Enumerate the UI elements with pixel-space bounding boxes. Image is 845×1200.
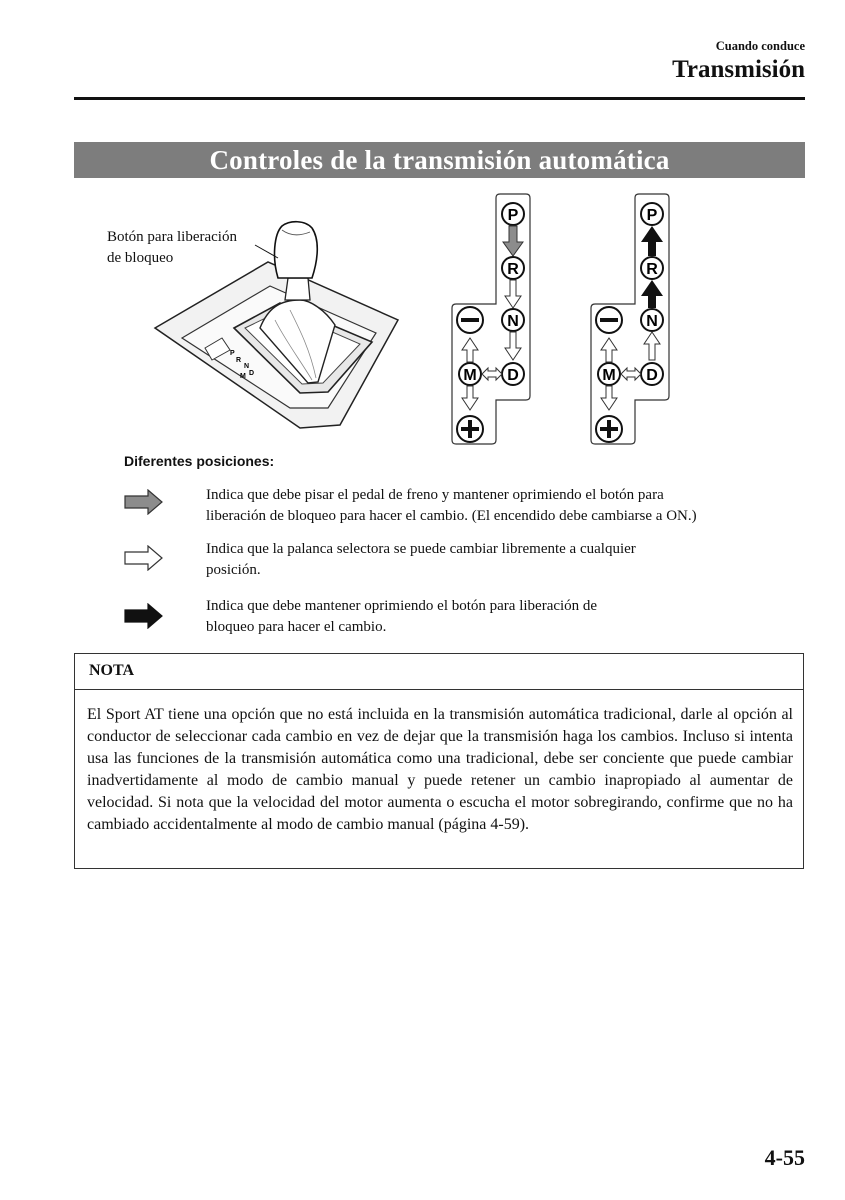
lever-stem bbox=[285, 278, 310, 300]
note-heading: NOTA bbox=[89, 662, 135, 679]
gear-n-letter: N bbox=[646, 313, 658, 330]
gear-n-letter: N bbox=[507, 313, 519, 330]
gear-p-letter: P bbox=[646, 207, 658, 224]
white-arrow-icon bbox=[124, 545, 164, 571]
banner-title: Controles de la transmisión automática bbox=[209, 144, 670, 175]
lever-knob bbox=[275, 222, 318, 278]
console-letter-n: N bbox=[244, 363, 250, 370]
gear-d-letter: D bbox=[507, 367, 519, 384]
section-label: Cuando conduce bbox=[715, 39, 805, 53]
console-letter-r: R bbox=[236, 357, 242, 364]
shift-gate-diagram-1 bbox=[448, 192, 548, 447]
legend-item-black-line1: Indica que debe mantener oprimiendo el botón para liberación de bbox=[206, 598, 598, 614]
legend-item-gray-line2: liberación de bloqueo para hacer el cambio. (El encendido debe cambiarse a ON.) bbox=[206, 508, 697, 524]
legend-item-white-line1: Indica que la palanca selectora se puede cambiar libremente a cualquier bbox=[206, 541, 636, 557]
console-letter-m: M bbox=[240, 373, 246, 380]
legend-item-white bbox=[206, 539, 786, 581]
gray-arrow-icon bbox=[124, 489, 164, 515]
legend-item-gray-line1: Indica que debe pisar el pedal de freno y mantener oprimiendo el botón para bbox=[206, 487, 664, 503]
note-header bbox=[75, 654, 803, 690]
section-banner bbox=[74, 142, 805, 178]
black-arrow-icon bbox=[124, 603, 164, 629]
shift-lever-illustration bbox=[150, 200, 410, 440]
page-number: 4-55 bbox=[764, 1145, 805, 1170]
gear-m-letter: M bbox=[602, 367, 616, 384]
legend-item-gray bbox=[206, 485, 786, 527]
legend-item-black-line2: bloqueo para hacer el cambio. bbox=[206, 619, 387, 635]
release-button-label-line2: de bloqueo bbox=[107, 250, 174, 266]
legend-item-black bbox=[206, 596, 786, 638]
console-letter-p: P bbox=[230, 350, 235, 357]
note-box bbox=[74, 653, 804, 869]
console-letter-d: D bbox=[249, 370, 255, 377]
gear-r-letter: R bbox=[646, 261, 658, 278]
shift-gate-diagram-2 bbox=[587, 192, 687, 447]
gear-p-letter: P bbox=[507, 207, 519, 224]
legend-item-white-line2: posición. bbox=[206, 562, 261, 578]
page-title: Transmisión bbox=[672, 56, 805, 83]
header-rule bbox=[74, 97, 805, 100]
gear-r-letter: R bbox=[507, 261, 519, 278]
release-button-label-line1: Botón para liberación bbox=[107, 229, 237, 245]
note-body: El Sport AT tiene una opción que no está incluida en la transmisión automática tradicional, darle al opción al conductor de seleccionar cada cambio en vez de dejar que la transmisión haga los cambios. Incluso si intenta usa las funciones de la transmisión automática como una tradicional, debe ser conciente que puede cambiar inadvertidamente al modo de cambio manual y puede retener un cambio inapropiado al aumentar de velocidad. Si nota que la velocidad del motor aumenta o escucha el motor sobregirando, confirme que no ha cambiado accidentalmente al modo de cambio manual (página 4-59). bbox=[87, 706, 793, 833]
positions-title: Diferentes posiciones: bbox=[124, 453, 275, 469]
gear-m-letter: M bbox=[463, 367, 477, 384]
gear-d-letter: D bbox=[646, 367, 658, 384]
